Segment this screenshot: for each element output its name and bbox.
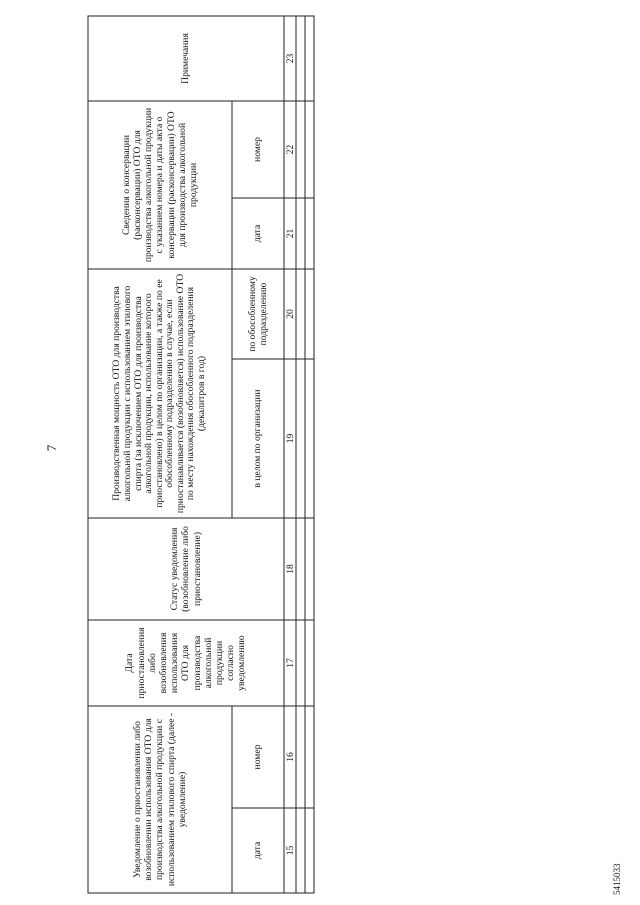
header-notification: Уведомление о приостановлении либо возобновлении использования ОТО для производства алкогольной продукции с использованием этилового спирта (далее - уведомление) — [131, 712, 188, 887]
header-production-capacity: Производственная мощность ОТО для производства алкогольной продукции с использованием этилового спирта (за исключением ОТО для производства алкогольной продукции, использование которого приостановлено) в целом по организации, а также по ее обособленному подразделению в случае, если приостанавливается (возобновляется) использование ОТО по месту нахождения обособленного подразделения (декалитров в год) — [111, 273, 208, 514]
header-capacity-organization: в целом по организации — [252, 389, 264, 488]
header-notification-date: дата — [252, 841, 264, 860]
column-number-20: 20 — [284, 309, 296, 319]
column-number-23: 23 — [284, 53, 296, 64]
column-number-15: 15 — [284, 845, 296, 856]
header-conservation-number: номер — [252, 137, 264, 162]
column-number-16: 16 — [284, 752, 296, 762]
column-number-17: 17 — [284, 658, 296, 668]
header-suspension-date: Дата приостановления либо возобновления использования ОТО для производства алкогольной продукции согласно уведомлению — [124, 627, 248, 699]
header-conservation: Сведения о консервации (расконсервации) ОТО для производства алкогольной продукции с указанием номера и даты акта о консервации (расконсервации) ОТО для производства алкогольной продукции — [120, 107, 199, 263]
header-notes: Примечания — [180, 33, 192, 84]
header-notification-number: номер — [252, 744, 264, 770]
document-id: 5415033 — [612, 863, 622, 895]
column-number-21: 21 — [284, 228, 296, 239]
column-number-18: 18 — [284, 564, 296, 574]
column-number-22: 22 — [284, 144, 296, 155]
header-conservation-date: дата — [252, 224, 264, 243]
page-number: 7 — [44, 444, 59, 452]
column-number-19: 19 — [284, 433, 296, 444]
header-capacity-branch: по обособленному подразделению — [246, 276, 269, 352]
header-notification-status: Статус уведомления (возобновление либо приостановление) — [169, 526, 203, 612]
